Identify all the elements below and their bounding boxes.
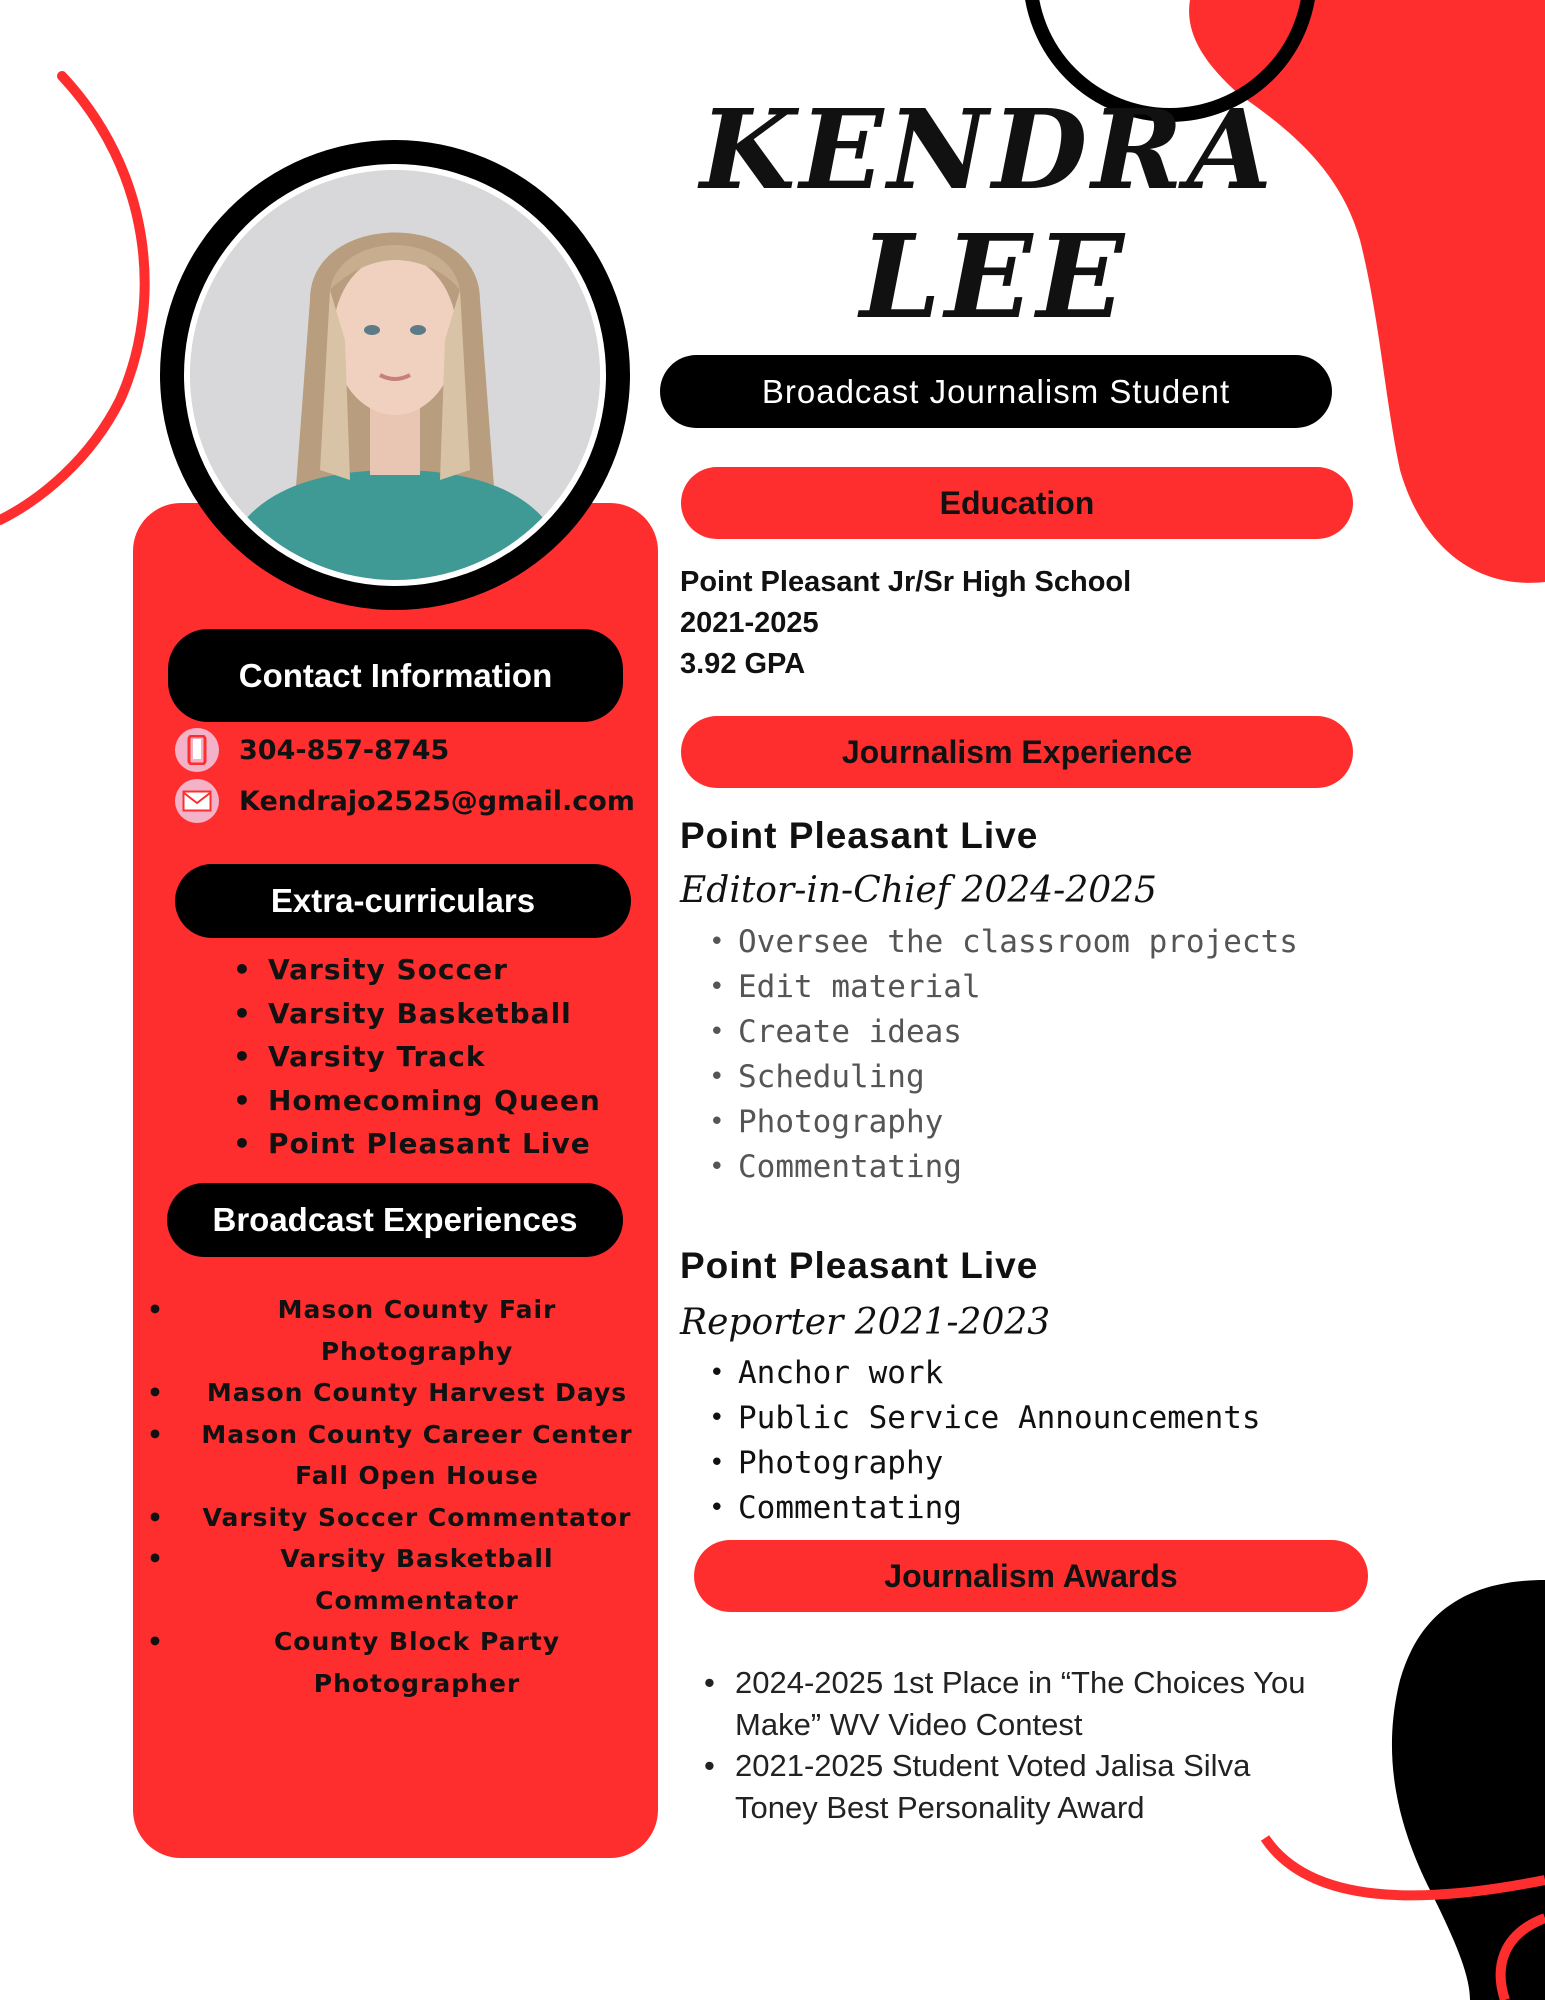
job-org: Point Pleasant Live xyxy=(680,815,1039,856)
broadcast-heading: Broadcast Experiences xyxy=(167,1183,623,1257)
list-item: • Point Pleasant Live xyxy=(233,1122,601,1166)
last-name: LEE xyxy=(860,210,1129,345)
mail-icon xyxy=(175,779,219,823)
portrait-image xyxy=(190,170,600,580)
school-name: Point Pleasant Jr/Sr High School xyxy=(680,566,1132,598)
list-item: • Varsity Basketball Commentator xyxy=(142,1538,652,1621)
list-item: • Photography xyxy=(705,1100,1298,1145)
gpa: 3.92 GPA xyxy=(680,648,806,680)
list-item: • Commentating xyxy=(705,1486,1261,1531)
list-item: • Public Service Announcements xyxy=(705,1396,1261,1441)
list-item: • Oversee the classroom projects xyxy=(705,920,1298,965)
phone-number[interactable]: 304-857-8745 xyxy=(239,734,450,766)
phone-row xyxy=(175,728,449,772)
profile-photo xyxy=(190,170,600,580)
job-role: Editor-in-Chief 2024-2025 xyxy=(680,870,1157,911)
list-item: • 2021-2025 Student Voted Jalisa Silva Toney Best Personality Award xyxy=(702,1745,1322,1828)
list-item: • Mason County Career Center Fall Open House xyxy=(142,1414,652,1497)
job-duties-list xyxy=(705,1351,1261,1531)
email-address[interactable]: Kendrajo2525@gmail.com xyxy=(239,785,635,817)
list-item: • Mason County Harvest Days xyxy=(142,1372,652,1414)
list-item: • Commentating xyxy=(705,1145,1298,1190)
phone-icon xyxy=(175,728,219,772)
list-item: • Varsity Basketball xyxy=(233,992,601,1036)
awards-list xyxy=(702,1662,1322,1828)
contact-heading: Contact Information xyxy=(168,629,623,722)
list-item: • Mason County Fair Photography xyxy=(142,1289,652,1372)
school-years: 2021-2025 xyxy=(680,607,819,639)
list-item: • Varsity Track xyxy=(233,1035,601,1079)
education-heading: Education xyxy=(681,467,1353,539)
list-item: • Edit material xyxy=(705,965,1298,1010)
list-item: • Varsity Soccer Commentator xyxy=(142,1497,652,1539)
list-item: • 2024-2025 1st Place in “The Choices You Make” WV Video Contest xyxy=(702,1662,1322,1745)
list-item: • Anchor work xyxy=(705,1351,1261,1396)
list-item: • County Block Party Photographer xyxy=(142,1621,652,1704)
list-item: • Homecoming Queen xyxy=(233,1079,601,1123)
job-org: Point Pleasant Live xyxy=(680,1245,1039,1286)
job-role: Reporter 2021-2023 xyxy=(680,1302,1051,1343)
list-item: • Scheduling xyxy=(705,1055,1298,1100)
job-duties-list xyxy=(705,920,1298,1190)
experience-heading: Journalism Experience xyxy=(681,716,1353,788)
left-red-arc xyxy=(0,76,145,520)
list-item: • Create ideas xyxy=(705,1010,1298,1055)
email-row xyxy=(175,779,635,823)
extracurriculars-list xyxy=(233,948,601,1166)
broadcast-list xyxy=(142,1289,652,1704)
extracurriculars-heading: Extra-curriculars xyxy=(175,864,631,938)
list-item: • Varsity Soccer xyxy=(233,948,601,992)
list-item: • Photography xyxy=(705,1441,1261,1486)
tagline-banner: Broadcast Journalism Student xyxy=(660,355,1332,428)
first-name: KENDRA xyxy=(700,85,1277,214)
education-details xyxy=(680,562,1131,685)
awards-heading: Journalism Awards xyxy=(694,1540,1368,1612)
